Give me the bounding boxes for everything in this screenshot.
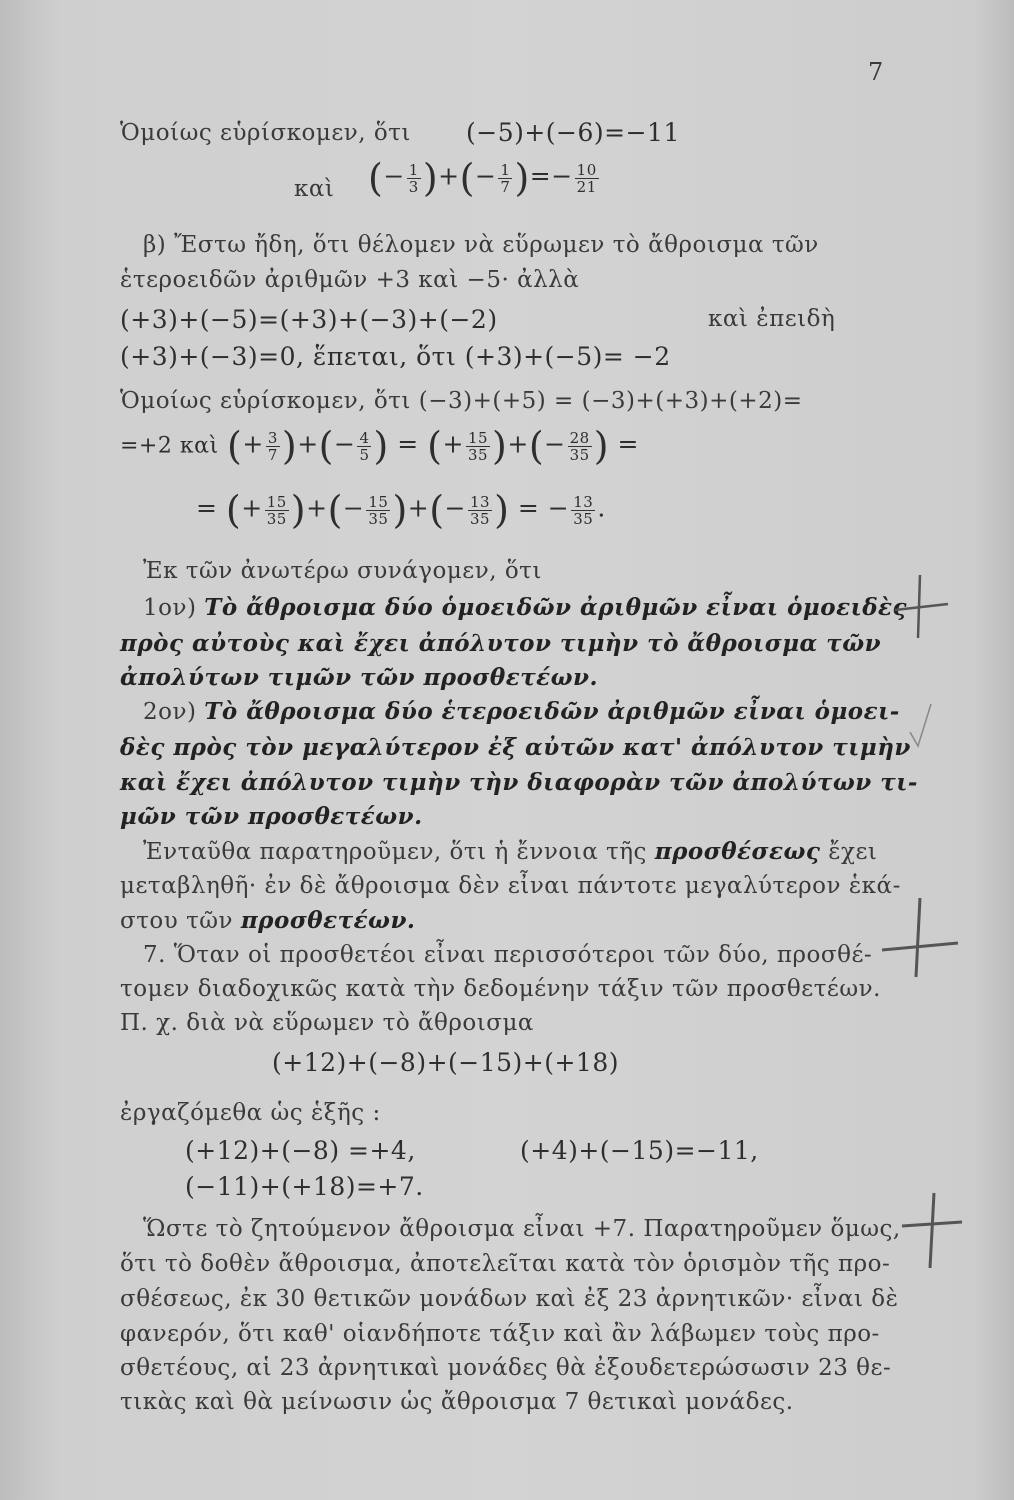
text-line: καὶ ἐπειδὴ	[708, 306, 836, 332]
text-line: β) Ἔστω ἤδη, ὅτι θέλομεν νὰ εὕρωμεν τὸ ἄθροισμα τῶν	[143, 232, 819, 258]
text-line: 7. Ὅταν οἱ προσθετέοι εἶναι περισσότεροι τῶν δύο, προσθέ-	[143, 942, 873, 968]
fraction: $\frac{1}{7}$	[500, 160, 511, 196]
text-line: Ὁμοίως εὑρίσκομεν, ὅτι (−3)+(+5) = (−3)+(+3)+(+2)=	[120, 388, 803, 414]
text-line: καὶ	[294, 176, 335, 202]
rule-2-line: καὶ ἔχει ἀπόλυτον τιμὴν τὴν διαφορὰν τῶν ἀπολύτων τι-	[120, 769, 918, 796]
text-line: φανερόν, ὅτι καθ' οἱανδήποτε τάξιν καὶ ἂν λάβωμεν τοὺς προ-	[120, 1321, 880, 1347]
equation: (+12)+(−8) =+4,	[185, 1136, 416, 1165]
text-line: Ὁμοίως εὑρίσκομεν, ὅτι	[120, 120, 411, 146]
rule-1-line: 1ον) Τὸ ἄθροισμα δύο ὁμοειδῶν ἀριθμῶν εἶναι ὁμοειδὲς	[143, 594, 908, 621]
fraction: $\frac{10}{21}$	[576, 160, 597, 196]
rule-2-line: μῶν τῶν προσθετέων.	[120, 803, 423, 830]
equation: (+3)+(−5)=(+3)+(−3)+(−2)	[120, 305, 498, 334]
page-number: 7	[868, 58, 884, 86]
handwritten-cross-mark	[900, 1190, 965, 1270]
rule-1-line: πρὸς αὐτοὺς καὶ ἔχει ἀπόλυτον τιμὴν τὸ ἄθροισμα τῶν	[120, 630, 882, 657]
rule-2-line: 2ον) Τὸ ἄθροισμα δύο ἑτεροειδῶν ἀριθμῶν εἶναι ὁμοει-	[143, 698, 900, 725]
handwritten-cross-mark	[880, 895, 960, 980]
equation: (+3)+(−3)=0, ἕπεται, ὅτι (+3)+(−5)= −2	[120, 342, 671, 371]
text-line: Ἐνταῦθα παρατηροῦμεν, ὅτι ἡ ἔννοια τῆς προσθέσεως ἔχει	[143, 838, 878, 865]
fraction-equation: (− $\frac{1}{3}$ )+(− $\frac{1}{7}$ )=− $\frac{10}{21}$	[368, 156, 597, 200]
text-line: σθετέους, αἱ 23 ἀρνητικαὶ μονάδες θὰ ἐξουδετερώσωσιν 23 θε-	[120, 1355, 892, 1381]
text-line: μεταβληθῆ· ἐν δὲ ἄθροισμα δὲν εἶναι πάντοτε μεγαλύτερον ἑκά-	[120, 873, 901, 899]
fraction: $\frac{1}{3}$	[408, 160, 419, 196]
text-line: ἑτεροειδῶν ἀριθμῶν +3 καὶ −5· ἀλλὰ	[120, 267, 580, 293]
text-line: ὅτι τὸ δοθὲν ἄθροισμα, ἀποτελεῖται κατὰ τὸν ὁρισμὸν τῆς προ-	[120, 1251, 891, 1277]
text-line: τομεν διαδοχικῶς κατὰ τὴν δεδομένην τάξιν τῶν προσθετέων.	[120, 976, 881, 1002]
text-line: στου τῶν προσθετέων.	[120, 907, 416, 934]
text-line: Π. χ. διὰ νὰ εὕρωμεν τὸ ἄθροισμα	[120, 1010, 534, 1036]
text-line: ἐργαζόμεθα ὡς ἑξῆς :	[120, 1100, 381, 1126]
equation: (−5)+(−6)=−11	[466, 118, 680, 147]
text-line: σθέσεως, ἐκ 30 θετικῶν μονάδων καὶ ἐξ 23 ἀρνητικῶν· εἶναι δὲ	[120, 1286, 899, 1312]
equation: (+12)+(−8)+(−15)+(+18)	[272, 1048, 619, 1077]
text-line: Ὥστε τὸ ζητούμενον ἄθροισμα εἶναι +7. Παρατηροῦμεν ὅμως,	[143, 1216, 901, 1242]
text-line: τικὰς καὶ θὰ μείνωσιν ὡς ἄθροισμα 7 θετικαὶ μονάδες.	[120, 1389, 794, 1415]
equation: (−11)+(+18)=+7.	[185, 1172, 424, 1201]
rule-1-line: ἀπολύτων τιμῶν τῶν προσθετέων.	[120, 664, 599, 691]
text-line: Ἐκ τῶν ἀνωτέρω συνάγομεν, ὅτι	[143, 558, 542, 584]
handwritten-check-mark	[905, 700, 935, 750]
fraction-equation: = (+ $\frac{15}{35}$ )+(− $\frac{15}{35}$ )+(− $\frac{13}{35}$ ) = − $\frac{13}{35}$ .	[196, 488, 606, 532]
handwritten-cross-mark	[890, 570, 950, 640]
equation: (+4)+(−15)=−11,	[520, 1136, 759, 1165]
rule-2-line: δὲς πρὸς τὸν μεγαλύτερον ἐξ αὐτῶν κατ' ἀπόλυτον τιμὴν	[120, 734, 911, 761]
fraction-equation: =+2 καὶ (+ $\frac{3}{7}$ )+(− $\frac{4}{5}$ ) = (+ $\frac{15}{35}$ )+(− $\frac{28}{35}$ ) =	[120, 424, 639, 468]
